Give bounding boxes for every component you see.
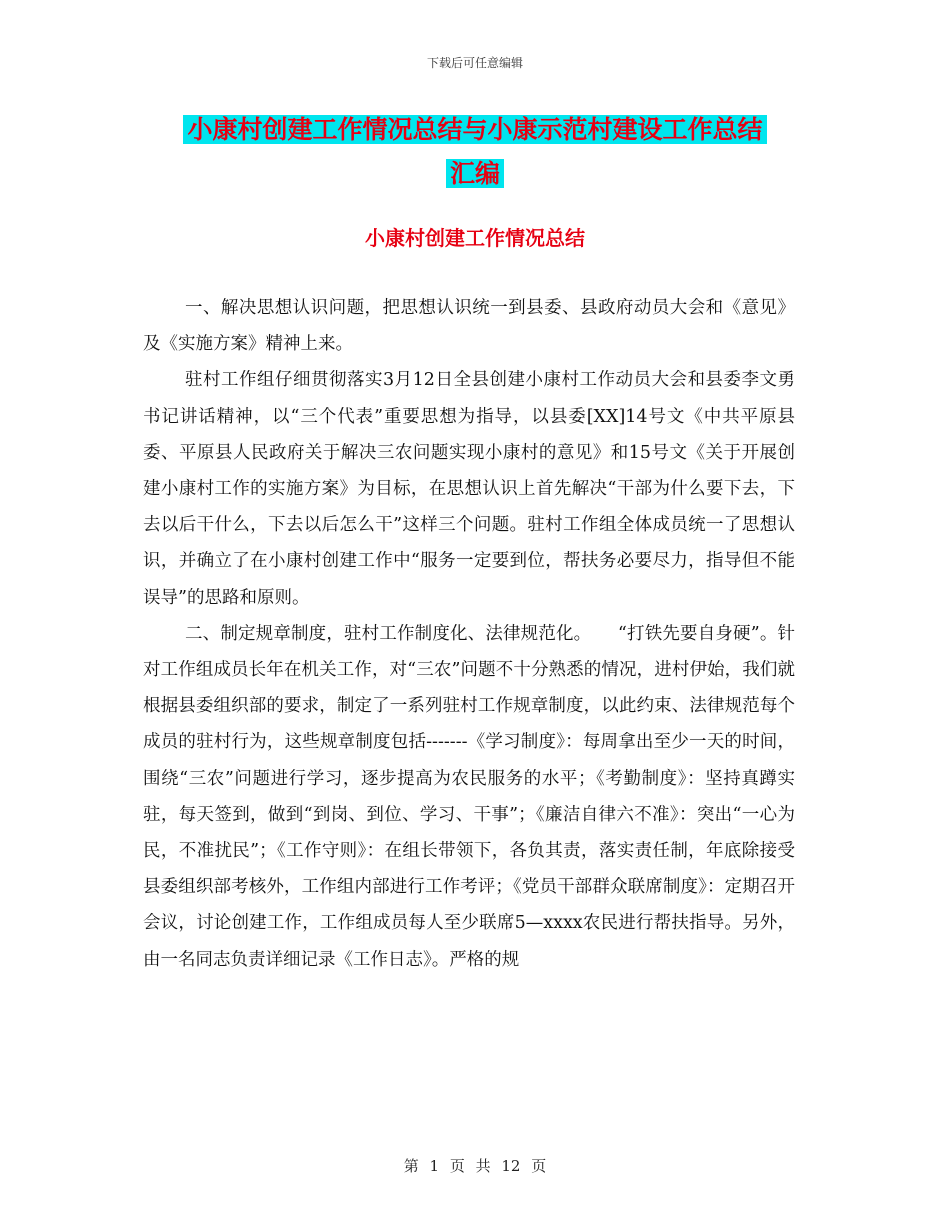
paragraph: 驻村工作组仔细贯彻落实3月12日全县创建小康村工作动员大会和县委李文勇书记讲话精神，以“三个代表”重要思想为指导，以县委[XX]14号文《中共平原县委、平原县人民政府关于解决三农问题实现小康村的意见》和15号文《关于开展创建小康村工作的实施方案》为目标，在思想认识上首先解决“干部为什么要下去，下去以后干什么，下去以后怎么干”这样三个问题。驻村工作组全体成员统一了思想认识，并确立了在小康村创建工作中“服务一定要到位，帮扶务必要尽力，指导但不能误导”的思路和原则。: [143, 370, 795, 608]
document-title: [0, 108, 950, 196]
document-title-line1: 小康村创建工作情况总结与小康示范村建设工作总结: [183, 115, 766, 144]
paragraph: 一、解决思想认识问题，把思想认识统一到县委、县政府动员大会和《意见》及《实施方案》精神上来。: [143, 298, 795, 355]
header-note: 下载后可任意编辑: [426, 56, 523, 70]
body-text: [143, 290, 795, 978]
paragraph: 二、制定规章制度，驻村工作制度化、法律规范化。 “打铁先要自身硬”。针对工作组成员长年在机关工作，对“三农”问题不十分熟悉的情况，进村伊始，我们就根据县委组织部的要求，制定了一系列驻村工作规章制度，以此约束、法律规范每个成员的驻村行为，这些规章制度包括-------《学习制度》：每周拿出至少一天的时间，围绕“三农”问题进行学习，逐步提高为农民服务的水平；《考勤制度》：坚持真蹲实驻，每天签到，做到“到岗、到位、学习、干事”；《廉洁自律六不准》：突出“一心为民，不准扰民”；《工作守则》：在组长带领下，各负其责，落实责任制，年底除接受县委组织部考核外，工作组内部进行工作考评；《党员干部群众联席制度》：定期召开会议，讨论创建工作，工作组成员每人至少联席5—xxxx农民进行帮扶指导。另外，由一名同志负责详细记录《工作日志》。严格的规: [143, 623, 795, 970]
document-title-line2: 汇编: [446, 159, 504, 188]
page-footer: 第 1 页 共 12 页: [403, 1157, 547, 1175]
section-title: 小康村创建工作情况总结: [365, 226, 585, 250]
